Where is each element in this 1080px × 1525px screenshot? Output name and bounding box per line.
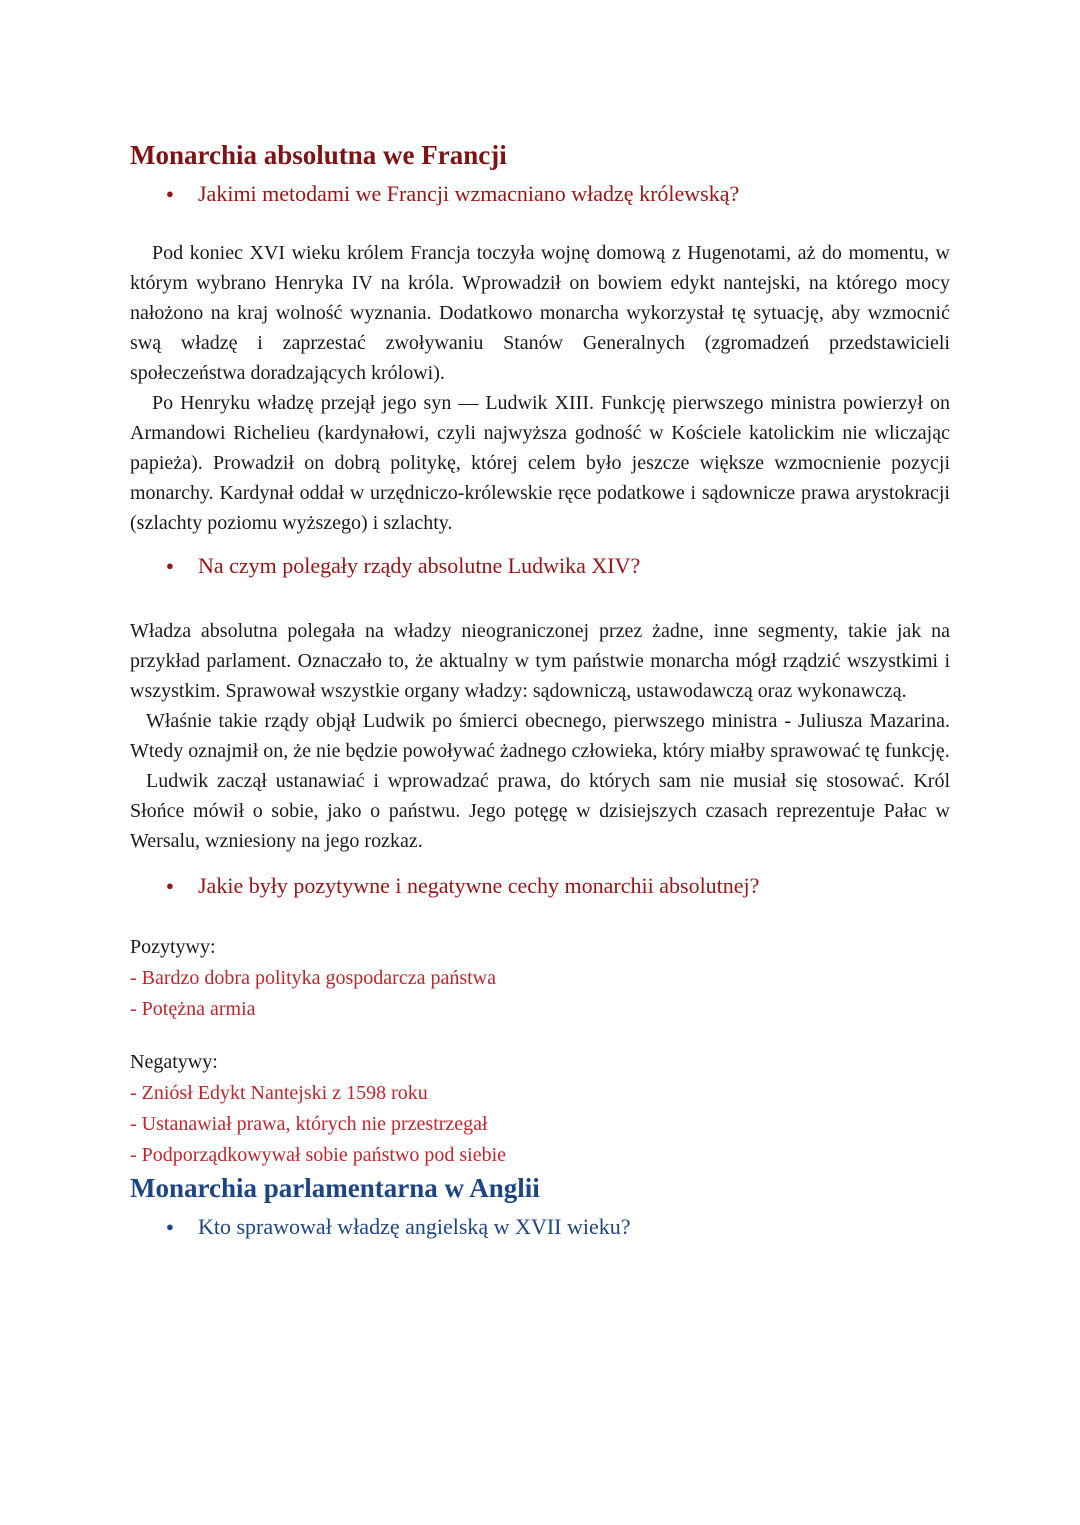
cons-item: - Zniósł Edykt Nantejski z 1598 roku xyxy=(130,1082,428,1104)
cons-list xyxy=(130,1047,950,1171)
cons-item: - Podporządkowywał sobie państwo pod siebie xyxy=(130,1144,507,1166)
section-title-france: Monarchia absolutna we Francji xyxy=(130,140,507,170)
question-absolute-rule-text: Na czym polegały rządy absolutne Ludwika XIV? xyxy=(198,553,641,578)
paragraph-sun-king: Ludwik zaczął ustanawiać i wprowadzać prawa, do których sam nie musiał się stosować. Król Słońce mówił o sobie, jako o państwu. Jego potęgę w dzisiejszych czasach reprezentuje Pałac w Wersalu, wzniesiony na jego rozkaz. xyxy=(130,770,950,852)
question-pros-cons-text: Jakie były pozytywne i negatywne cechy monarchii absolutnej? xyxy=(198,873,760,898)
question-pros-cons xyxy=(130,872,950,900)
pros-list xyxy=(130,932,950,1025)
bullet-icon: ● xyxy=(166,878,174,893)
pros-label: Pozytywy: xyxy=(130,936,216,958)
question-methods xyxy=(130,180,950,208)
paragraph-mazarin: Właśnie takie rządy objął Ludwik po śmierci obecnego, pierwszego ministra - Juliusza Mazarina. Wtedy oznajmił on, że nie będzie powoływać żadnego człowieka, który miałby sprawować tę funkcję. xyxy=(130,710,950,762)
question-england-power xyxy=(130,1213,950,1241)
paragraph-henry-iv: Pod koniec XVI wieku królem Francja toczyła wojnę domową z Hugenotami, aż do momentu, w którym wybrano Henryka IV na króla. Wprowadził on bowiem edykt nantejski, na którego mocy nałożono na kraj wolność wyznania. Dodatkowo monarcha wykorzystał tę sytuację, aby wzmocnić swą władzę i zaprzestać zwoływaniu Stanów Generalnych (zgromadzeń przedstawicieli społeczeństwa doradzających królowi). xyxy=(130,242,950,384)
question-england-power-text: Kto sprawował władzę angielską w XVII wieku? xyxy=(198,1214,631,1239)
question-methods-text: Jakimi metodami we Francji wzmacniano władzę królewską? xyxy=(198,181,740,206)
pros-item: - Potężna armia xyxy=(130,998,256,1020)
bullet-icon: ● xyxy=(166,558,174,573)
paragraph-louis-xiii: Po Henryku władzę przejął jego syn — Ludwik XIII. Funkcję pierwszego ministra powierzył on Armandowi Richelieu (kardynałowi, czyli najwyższa godność w Kościele katolickim nie wliczając papieża). Prowadził on dobrą politykę, której celem było jeszcze większe wzmocnienie pozycji monarchy. Kardynał oddał w urzędniczo-królewskie ręce podatkowe i sądownicze prawa arystokracji (szlachty poziomu wyższego) i szlachty. xyxy=(130,392,950,534)
paragraph-absolute-power: Władza absolutna polegała na władzy nieograniczonej przez żadne, inne segmenty, takie jak na przykład parlament. Oznaczało to, że aktualny w tym państwie monarcha mógł rządzić wszystkimi i wszystkim. Sprawował wszystkie organy władzy: sądowniczą, ustawodawczą oraz wykonawczą. xyxy=(130,620,950,702)
cons-item: - Ustanawiał prawa, których nie przestrzegał xyxy=(130,1113,488,1135)
bullet-icon: ● xyxy=(166,1219,174,1234)
question-absolute-rule xyxy=(130,552,950,580)
section-title-england: Monarchia parlamentarna w Anglii xyxy=(130,1173,540,1203)
pros-item: - Bardzo dobra polityka gospodarcza państwa xyxy=(130,967,496,989)
bullet-icon: ● xyxy=(166,186,174,201)
cons-label: Negatywy: xyxy=(130,1051,218,1073)
